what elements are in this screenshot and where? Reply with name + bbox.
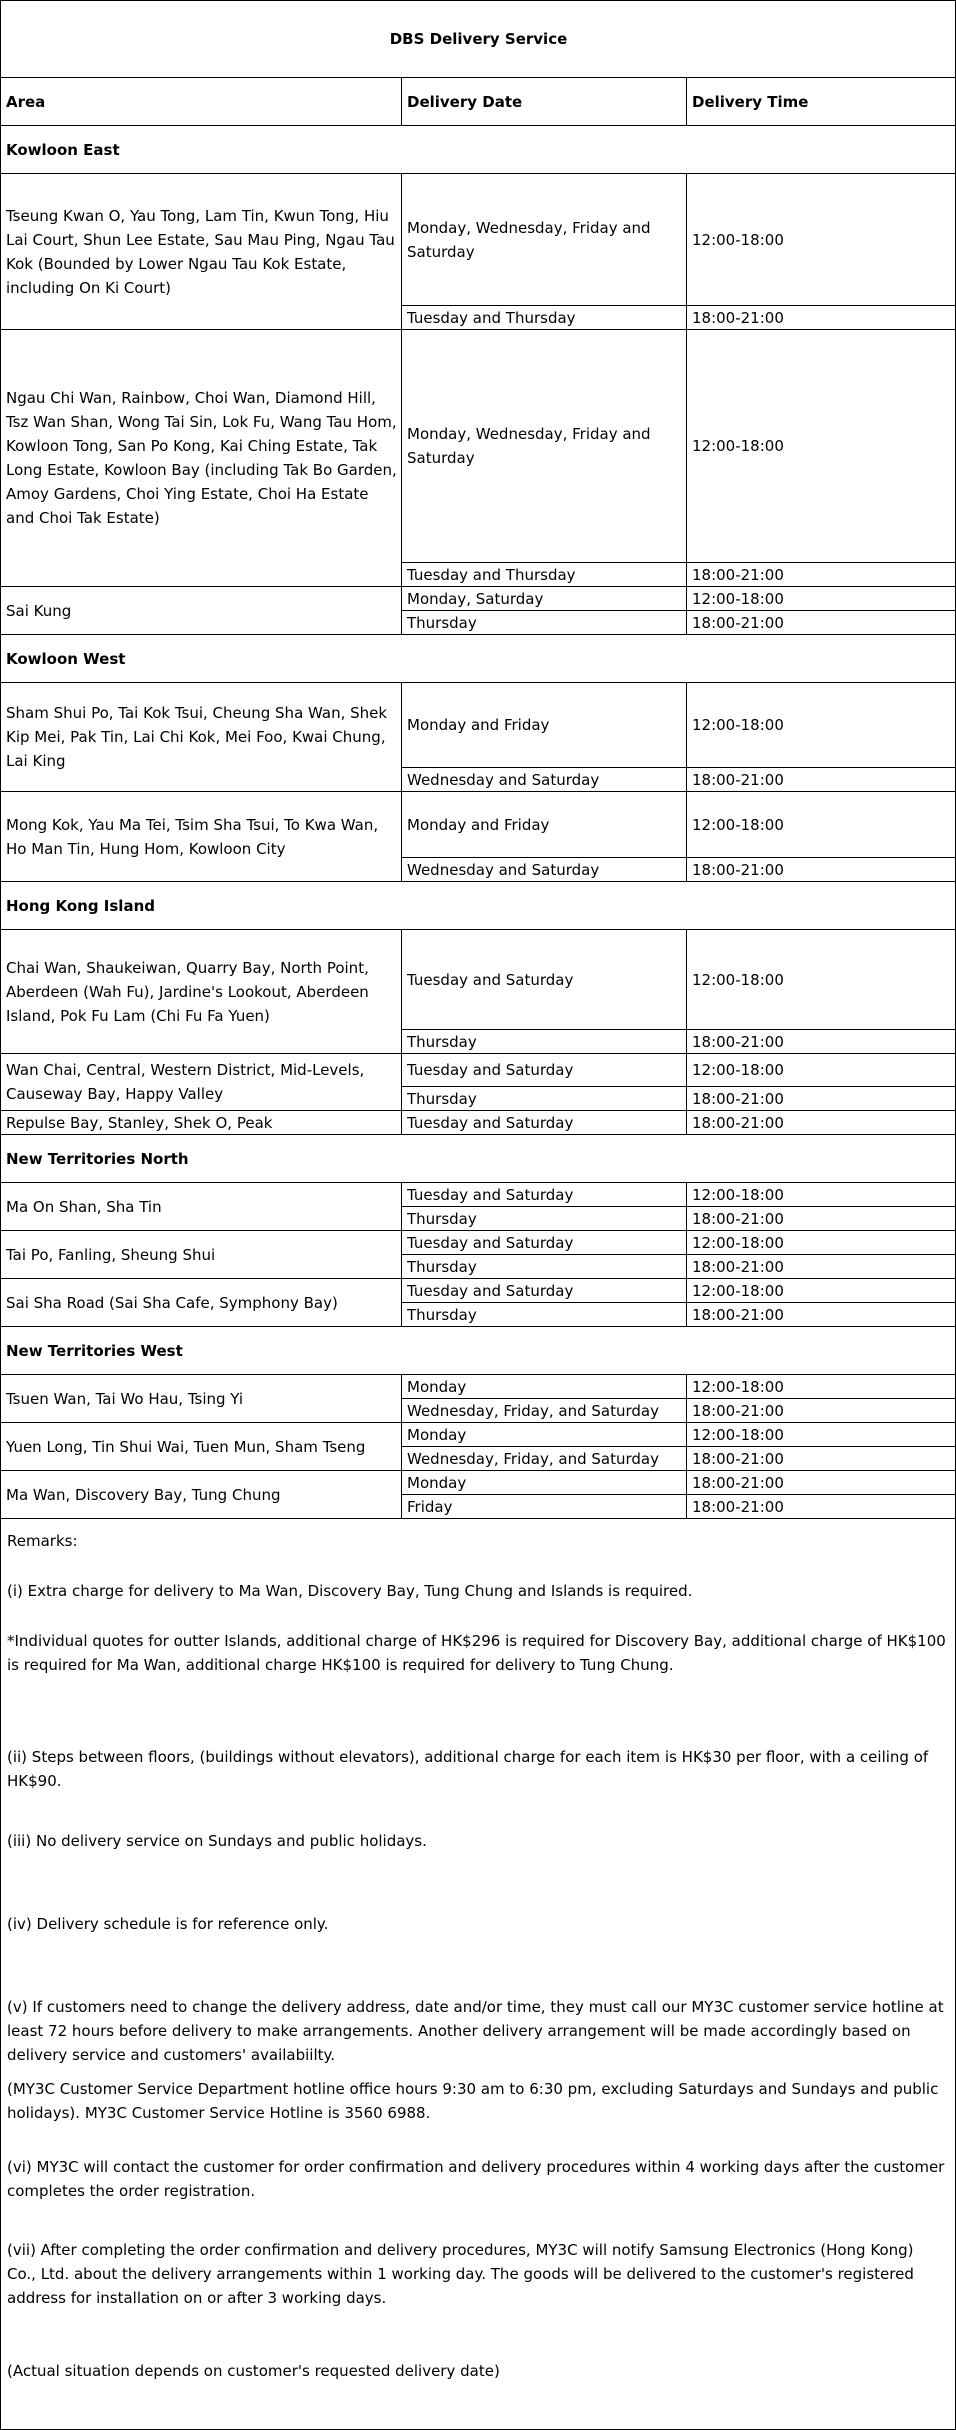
delivery-time-cell: 18:00-21:00 xyxy=(692,1089,784,1108)
delivery-date-cell: Thursday xyxy=(407,1257,477,1276)
delivery-date-cell: Monday and Friday xyxy=(407,815,550,834)
delivery-date-cell: Monday and Friday xyxy=(407,716,550,734)
delivery-date-cell: Wednesday and Saturday xyxy=(407,860,600,879)
delivery-date-cell: Monday xyxy=(407,1473,467,1492)
area-cell: Tseung Kwan O, Yau Tong, Lam Tin, Kwun Tong, Hiu Lai Court, Shun Lee Estate, Sau Mau Ping, Ngau Tau Kok (Bounded by Lower Ngau Tau Kok Estate, including On Ki Court) xyxy=(6,206,395,297)
remark-item: (ii) Steps between floors, (buildings without elevators), additional charge for each item is HK$30 per floor, with a ceiling of HK$90. xyxy=(7,1748,929,1790)
delivery-time-cell: 12:00-18:00 xyxy=(692,1281,784,1300)
delivery-time-cell: 12:00-18:00 xyxy=(692,1377,784,1396)
page-title: DBS Delivery Service xyxy=(389,30,568,48)
remark-item: (MY3C Customer Service Department hotline office hours 9:30 am to 6:30 pm, excluding Saturdays and Sundays and public holidays). MY3C Customer Service Hotline is 3560 6988. xyxy=(7,2080,939,2122)
area-cell: Sai Kung xyxy=(6,601,72,620)
area-cell: Tsuen Wan, Tai Wo Hau, Tsing Yi xyxy=(6,1389,244,1408)
section-title: Kowloon East xyxy=(6,140,120,159)
delivery-time-cell: 18:00-21:00 xyxy=(692,770,784,789)
delivery-time-cell: 18:00-21:00 xyxy=(692,1401,784,1420)
area-cell: Tai Po, Fanling, Sheung Shui xyxy=(6,1245,216,1264)
delivery-date-cell: Wednesday, Friday, and Saturday xyxy=(407,1401,659,1420)
remark-item: (iii) No delivery service on Sundays and public holidays. xyxy=(7,1832,427,1850)
section-title: New Territories West xyxy=(6,1341,183,1360)
header-area: Area xyxy=(6,92,46,111)
delivery-date-cell: Tuesday and Saturday xyxy=(407,970,574,989)
delivery-time-cell: 18:00-21:00 xyxy=(692,1257,784,1276)
delivery-time-cell: 18:00-21:00 xyxy=(692,1209,784,1228)
area-cell: Repulse Bay, Stanley, Shek O, Peak xyxy=(6,1113,273,1132)
area-cell: Sai Sha Road (Sai Sha Cafe, Symphony Bay) xyxy=(6,1293,338,1312)
area-cell: Sham Shui Po, Tai Kok Tsui, Cheung Sha Wan, Shek Kip Mei, Pak Tin, Lai Chi Kok, Mei Foo, Kwai Chung, Lai King xyxy=(6,704,388,770)
remarks-heading: Remarks: xyxy=(7,1532,78,1550)
delivery-time-cell: 12:00-18:00 xyxy=(692,1233,784,1252)
delivery-date-cell: Wednesday and Saturday xyxy=(407,770,600,789)
remark-item: (i) Extra charge for delivery to Ma Wan, Discovery Bay, Tung Chung and Islands is required. xyxy=(7,1582,693,1600)
remark-item: (vii) After completing the order confirmation and delivery procedures, MY3C will notify Samsung Electronics (Hong Kong) Co., Ltd. about the delivery arrangements within 1 working day. The goods will be delivered to the customer's registered address for installation on or after 3 working days. xyxy=(7,2241,914,2307)
delivery-date-cell: Thursday xyxy=(407,1089,477,1108)
remark-item: (v) If customers need to change the delivery address, date and/or time, they must call our MY3C customer service hotline at least 72 hours before delivery to make arrangements. Another delivery arrangement will be made accordingly based on delivery service and customers' availabiilty. xyxy=(7,1998,944,2064)
delivery-time-cell: 18:00-21:00 xyxy=(692,565,784,584)
delivery-time-cell: 18:00-21:00 xyxy=(692,1305,784,1324)
delivery-time-cell: 18:00-21:00 xyxy=(692,1473,784,1492)
section-title: Kowloon West xyxy=(6,649,126,668)
area-cell: Ma Wan, Discovery Bay, Tung Chung xyxy=(6,1485,281,1504)
delivery-date-cell: Monday, Wednesday, Friday and Saturday xyxy=(407,425,651,467)
delivery-date-cell: Tuesday and Saturday xyxy=(407,1061,574,1079)
delivery-time-cell: 18:00-21:00 xyxy=(692,1497,784,1516)
delivery-time-cell: 12:00-18:00 xyxy=(692,1061,784,1079)
delivery-date-cell: Tuesday and Thursday xyxy=(407,308,576,327)
delivery-date-cell: Thursday xyxy=(407,1305,477,1324)
delivery-time-cell: 12:00-18:00 xyxy=(692,589,784,608)
remark-item: *Individual quotes for outter Islands, additional charge of HK$296 is required for Discovery Bay, additional charge of HK$100 is required for Ma Wan, additional charge HK$100 is required for delivery to Tung Chung. xyxy=(7,1632,946,1674)
delivery-time-cell: 18:00-21:00 xyxy=(692,860,784,879)
area-cell: Mong Kok, Yau Ma Tei, Tsim Sha Tsui, To Kwa Wan, Ho Man Tin, Hung Hom, Kowloon City xyxy=(6,815,379,858)
delivery-time-cell: 12:00-18:00 xyxy=(692,437,784,455)
area-cell: Ma On Shan, Sha Tin xyxy=(6,1197,162,1216)
delivery-date-cell: Thursday xyxy=(407,1209,477,1228)
delivery-date-cell: Wednesday, Friday, and Saturday xyxy=(407,1449,659,1468)
remark-item: (Actual situation depends on customer's requested delivery date) xyxy=(7,2362,500,2380)
delivery-date-cell: Monday xyxy=(407,1377,467,1396)
delivery-time-cell: 12:00-18:00 xyxy=(692,815,784,834)
delivery-time-cell: 18:00-21:00 xyxy=(692,613,784,632)
delivery-date-cell: Tuesday and Saturday xyxy=(407,1185,574,1204)
delivery-time-cell: 12:00-18:00 xyxy=(692,970,784,989)
delivery-date-cell: Monday xyxy=(407,1425,467,1444)
delivery-date-cell: Friday xyxy=(407,1497,453,1516)
delivery-time-cell: 12:00-18:00 xyxy=(692,1185,784,1204)
delivery-date-cell: Tuesday and Saturday xyxy=(407,1233,574,1252)
delivery-time-cell: 12:00-18:00 xyxy=(692,716,784,734)
delivery-date-cell: Monday, Wednesday, Friday and Saturday xyxy=(407,218,651,261)
header-delivery-time: Delivery Time xyxy=(692,92,809,111)
delivery-date-cell: Thursday xyxy=(407,613,477,632)
delivery-time-cell: 12:00-18:00 xyxy=(692,1425,784,1444)
delivery-time-cell: 18:00-21:00 xyxy=(692,308,784,327)
section-title: New Territories North xyxy=(6,1149,189,1168)
delivery-time-cell: 18:00-21:00 xyxy=(692,1449,784,1468)
remark-item: (iv) Delivery schedule is for reference only. xyxy=(7,1915,329,1933)
delivery-time-cell: 12:00-18:00 xyxy=(692,230,784,249)
section-title: Hong Kong Island xyxy=(6,896,155,915)
area-cell: Ngau Chi Wan, Rainbow, Choi Wan, Diamond Hill, Tsz Wan Shan, Wong Tai Sin, Lok Fu, Wang Tau Hom, Kowloon Tong, San Po Kong, Kai Ching Estate, Tak Long Estate, Kowloon Bay (including Tak Bo Garden, Amoy Gardens, Choi Ying Estate, Choi Ha Estate and Choi Tak Estate) xyxy=(6,389,397,527)
delivery-date-cell: Tuesday and Saturday xyxy=(407,1281,574,1300)
area-cell: Chai Wan, Shaukeiwan, Quarry Bay, North Point, Aberdeen (Wah Fu), Jardine's Lookout, Aberdeen Island, Pok Fu Lam (Chi Fu Fa Yuen) xyxy=(6,958,369,1025)
delivery-date-cell: Thursday xyxy=(407,1032,477,1051)
delivery-date-cell: Tuesday and Saturday xyxy=(407,1113,574,1132)
delivery-time-cell: 18:00-21:00 xyxy=(692,1113,784,1132)
area-cell: Yuen Long, Tin Shui Wai, Tuen Mun, Sham Tseng xyxy=(6,1437,366,1456)
area-cell: Wan Chai, Central, Western District, Mid-Levels, Causeway Bay, Happy Valley xyxy=(6,1061,365,1103)
header-delivery-date: Delivery Date xyxy=(407,92,523,111)
delivery-date-cell: Monday, Saturday xyxy=(407,589,544,608)
delivery-date-cell: Tuesday and Thursday xyxy=(407,565,576,584)
delivery-time-cell: 18:00-21:00 xyxy=(692,1032,784,1051)
remark-item: (vi) MY3C will contact the customer for order confirmation and delivery procedures within 4 working days after the customer completes the order registration. xyxy=(7,2158,945,2200)
